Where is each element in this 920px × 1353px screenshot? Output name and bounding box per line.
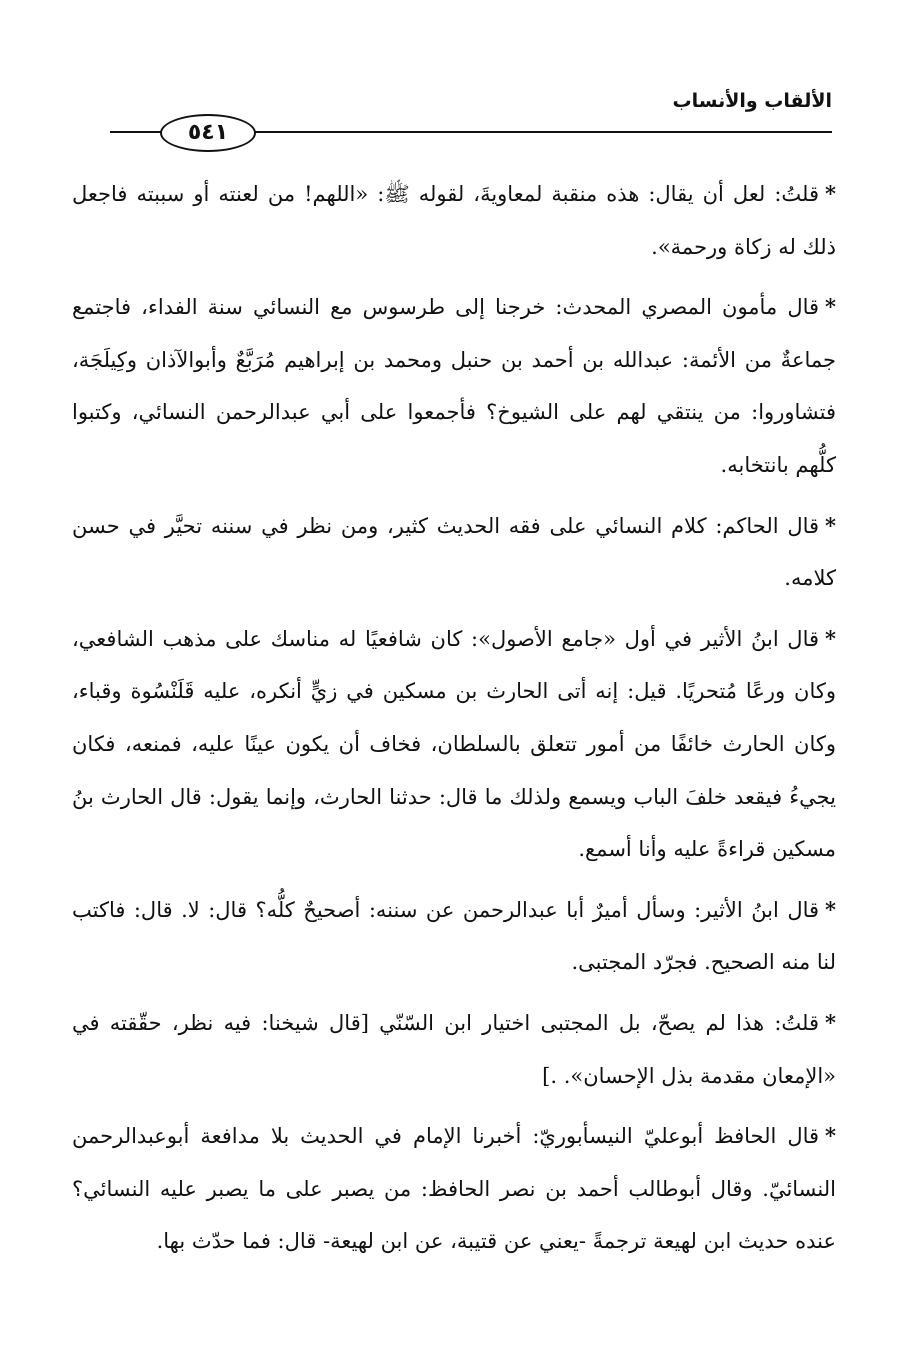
paragraph-text: قال ابنُ الأثير في أول «جامع الأصول»: كان شافعيًا له مناسك على مذهب الشافعي، وكان ورعًا مُتحريًا. قيل: إنه أتى الحارث بن مسكين في زيٍّ أنكره، عليه قَلَنْسُوة وقباء، وكان الحارث خائفًا من أمور تتعلق بالسلطان، فخاف أن يكون عينًا عليه، فمنعه، فكان يجيءُ فيقعد خلفَ الباب ويسمع ولذلك ما قال: حدثنا الحارث، وإنما يقول: قال الحارث بنُ مسكين قراءةً عليه وأنا أسمع.: [72, 626, 836, 862]
paragraph: [72, 281, 836, 491]
paragraph: [72, 997, 836, 1102]
asterisk-marker: *: [825, 1123, 836, 1149]
asterisk-marker: *: [825, 625, 836, 651]
paragraph-text: قال الحافظ أبوعليّ النيسأبوريّ: أخبرنا الإمام في الحديث بلا مدافعة أبوعبدالرحمن النسائيّ. وقال أبوطالب أحمد بن نصر الحافظ: من يصبر على ما يصبر عليه النسائي؟ عنده حديث ابن لهيعة ترجمةً -يعني عن قتيبة، عن ابن لهيعة- قال: فما حدّث بها.: [72, 1124, 836, 1254]
asterisk-marker: *: [825, 896, 836, 922]
body-text: [72, 168, 836, 1276]
paragraph-text: قلتُ: لعل أن يقال: هذه منقبة لمعاويةَ، لقوله ﷺ: «اللهم! من لعنته أو سببته فاجعل ذلك له زكاة ورحمة».: [72, 182, 836, 259]
paragraph: [72, 613, 836, 876]
paragraph-text: قال مأمون المصري المحدث: خرجنا إلى طرسوس مع النسائي سنة الفداء، فاجتمع جماعةٌ من الأئمة: عبدالله بن أحمد بن حنبل ومحمد بن إبراهيم مُرَبَّعٌ وأبوالآذان وكِيلَجَة، فتشاوروا: من ينتقي لهم على الشيوخ؟ فأجمعوا على أبي عبدالرحمن النسائي، وكتبوا كلُّهم بانتخابه.: [72, 295, 836, 477]
paragraph-text: قلتُ: هذا لم يصحّ، بل المجتبى اختيار ابن السّنّي [قال شيخنا: فيه نظر، حقّقته في «الإمعان مقدمة بذل الإحسان». .]: [72, 1010, 836, 1088]
asterisk-marker: *: [825, 1009, 836, 1035]
asterisk-marker: *: [825, 294, 836, 320]
running-title: الألقاب والأنساب: [672, 90, 832, 112]
page-number-oval: ٥٤١: [160, 114, 256, 152]
paragraph-text: قال الحاكم: كلام النسائي على فقه الحديث كثير، ومن نظر في سننه تحيَّر في حسن كلامه.: [72, 513, 836, 591]
paragraph: [72, 1110, 836, 1268]
asterisk-marker: *: [825, 512, 836, 538]
paragraph: [72, 168, 836, 273]
paragraph: [72, 884, 836, 989]
paragraph: [72, 500, 836, 605]
paragraph-text: قال ابنُ الأثير: وسأل أميرٌ أبا عبدالرحمن عن سننه: أصحيحٌ كلُّه؟ قال: لا. قال: فاكتب لنا منه الصحيح. فجرّد المجتبى.: [72, 897, 836, 975]
asterisk-marker: *: [825, 181, 836, 206]
